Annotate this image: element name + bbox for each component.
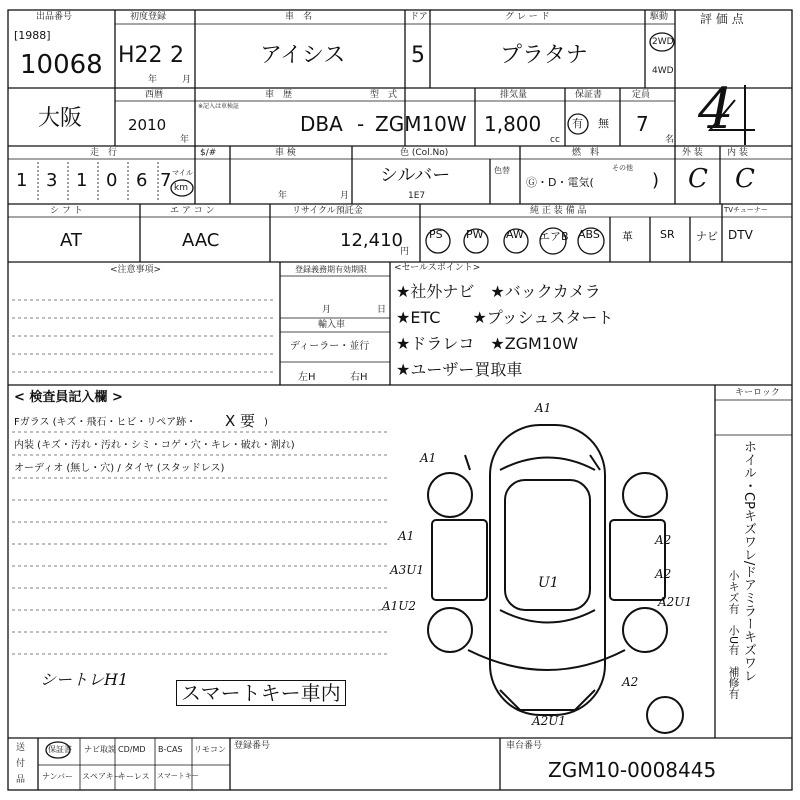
fuel-close: ) <box>652 170 660 191</box>
grade: プラタナ <box>500 43 588 68</box>
inspection-year: 年 <box>278 191 288 201</box>
label-interior: 内 装 <box>727 148 748 158</box>
chassis-number: ZGM10-0008445 <box>548 758 717 782</box>
damage-mark-1: A1 <box>535 401 552 415</box>
label-first-registration: 初度登録 <box>130 12 167 22</box>
rating-value: 4 <box>698 77 734 142</box>
label-meter-change: $/# <box>200 148 217 158</box>
shift: AT <box>60 230 82 251</box>
equip-dtv: DTV <box>728 228 753 242</box>
exterior-grade: C <box>688 164 708 194</box>
label-model: 型 式 <box>370 90 398 100</box>
region: 大阪 <box>38 106 83 131</box>
label-displacement: 排気量 <box>500 90 528 100</box>
side-label-mid: 付 <box>16 759 26 769</box>
equip-aw: AW <box>506 228 524 241</box>
item-bcas: B-CAS <box>158 745 183 754</box>
label-reg-number: 登録番号 <box>234 741 271 751</box>
damage-mark-2: A1 <box>420 451 437 465</box>
model-prefix: DBA <box>300 112 343 136</box>
inspection-month: 月 <box>340 191 350 201</box>
drive-4wd: 4WD <box>652 66 674 76</box>
item-navi-manual: ナビ取説 <box>84 745 116 754</box>
label-inspector-notes: < 検査員記入欄 > <box>14 390 123 405</box>
item-keyless: キーレス <box>118 772 150 781</box>
label-inspection: 車 検 <box>275 148 296 158</box>
warranty-yes: 有 <box>572 117 583 130</box>
drive-2wd: 2WD <box>652 37 674 47</box>
sales-point-2: ★ETC ★プッシュスタート <box>396 308 614 327</box>
label-sales-points: <セールスポイント> <box>394 263 481 273</box>
color-code: 1E7 <box>408 191 426 201</box>
label-notes: <注意事項> <box>110 265 162 275</box>
left-hand: 左H <box>298 372 316 383</box>
mileage-digit-2: 3 <box>46 170 58 191</box>
label-mileage: 走 行 <box>90 148 118 158</box>
label-grade: グ レ ー ド <box>505 12 550 22</box>
month-suffix: 月 <box>182 75 192 85</box>
damage-mark-6: A2 <box>655 567 672 581</box>
equip-airbag: エアB <box>539 230 569 243</box>
vertical-note-2: 小キズ有 小U有 補修有 <box>727 570 740 700</box>
label-capacity: 定員 <box>632 90 651 100</box>
damage-mark-5: A3U1 <box>390 563 425 577</box>
label-rating: 評 価 点 <box>700 12 744 26</box>
right-hand: 右H <box>350 372 368 383</box>
label-key-lock: キーロック <box>735 388 780 398</box>
reg-expiry-month: 月 <box>322 305 332 315</box>
item-cd-md: CD/MD <box>118 745 146 754</box>
mileage-digit-5: 6 <box>136 170 148 191</box>
sales-point-3: ★ドラレコ ★ZGM10W <box>396 334 579 353</box>
mileage-digit-4: 0 <box>106 170 118 191</box>
first-reg-month: 2 <box>170 43 184 68</box>
label-shift: シ フ ト <box>50 206 83 216</box>
smart-key-note: スマートキー車内 <box>176 680 346 706</box>
color-name: シルバー <box>380 165 451 186</box>
damage-mark-3: A1 <box>398 529 415 543</box>
side-label-top: 送 <box>16 743 26 753</box>
label-color: 色 (Col.No) <box>400 148 449 158</box>
damage-mark-7: A1U2 <box>382 599 417 613</box>
yen-unit: 円 <box>400 247 410 257</box>
equip-ps: PS <box>429 228 443 241</box>
persons-unit: 名 <box>665 135 675 145</box>
label-vehicle-history: 車 歴 <box>265 90 293 100</box>
equip-pw: PW <box>466 228 484 241</box>
capacity: 7 <box>636 112 649 136</box>
fuel-other: その他 <box>612 164 633 172</box>
year-suffix: 年 <box>148 75 158 85</box>
label-recycle: リサイクル預託金 <box>292 206 363 216</box>
damage-mark-4: A2 <box>655 533 672 547</box>
mileage-digit-6: 7 <box>160 170 172 191</box>
recycle-fee: 12,410 <box>340 230 403 251</box>
dealer-parallel: ディーラー・並行 <box>290 341 370 352</box>
first-reg-era: H22 <box>118 43 163 68</box>
label-genuine-equipment: 純 正 装 備 品 <box>530 206 587 216</box>
item-smart-key: スマートキー <box>157 772 199 780</box>
year-suffix-2: 年 <box>180 135 190 145</box>
label-exterior: 外 装 <box>682 148 703 158</box>
mileage-digit-3: 1 <box>76 170 88 191</box>
warranty-no: 無 <box>598 117 609 130</box>
equip-navi: ナビ <box>696 230 718 243</box>
label-warranty: 保証書 <box>575 90 603 100</box>
label-doors: ドア <box>410 12 428 22</box>
fuel-options: Ⓖ・D・電気( <box>526 176 594 189</box>
equip-sunroof: SR <box>660 228 675 241</box>
item-number-plate: ナンバー <box>42 772 74 781</box>
label-tv-tuner: TVチューナー <box>724 206 768 214</box>
label-listing-number: 出品番号 <box>36 12 73 22</box>
damage-mark-11: A2U1 <box>532 714 567 728</box>
vertical-note: ホイル・CPキズワレ/ドアミラーキズワレ <box>741 440 756 683</box>
aircon: AAC <box>182 230 220 251</box>
item-spare-key: スペアキー <box>82 772 122 781</box>
equip-abs: ABS <box>578 228 600 241</box>
western-year: 2010 <box>128 116 167 134</box>
label-western-year: 西暦 <box>145 90 164 100</box>
mileage-digit-1: 1 <box>16 170 28 191</box>
item-warranty: 保証書 <box>48 745 72 754</box>
side-label-bottom: 品 <box>16 775 26 785</box>
label-fuel: 燃 料 <box>572 148 600 158</box>
inspector-glass: Fガラス (キズ・飛石・ヒビ・リペア跡・ <box>14 417 197 428</box>
handwritten-seat-note: シートレH1 <box>40 670 129 689</box>
color-side-label: 色替 <box>494 166 510 175</box>
doors: 5 <box>411 43 425 68</box>
inspector-glass-mark: X 要 <box>225 412 256 430</box>
interior-grade: C <box>735 164 755 194</box>
listing-ref: [1988] <box>14 29 51 42</box>
listing-number: 10068 <box>20 50 103 80</box>
model-dash: - <box>357 112 365 136</box>
label-drive: 駆動 <box>650 12 669 22</box>
mileage-mile-unit: マイル <box>172 169 193 177</box>
equip-leather: 革 <box>622 230 633 243</box>
label-import-car: 輸入車 <box>318 320 346 330</box>
cc-unit: cc <box>550 135 560 145</box>
model-code: ZGM10W <box>375 112 467 136</box>
inspector-interior: 内装 (キズ・汚れ・汚れ・シミ・コゲ・穴・キレ・破れ・割れ) <box>14 440 295 451</box>
label-aircon: エ ア コ ン <box>170 206 215 216</box>
history-note: ※記入は車検証 <box>198 103 240 110</box>
sales-point-1: ★社外ナビ ★バックカメラ <box>396 282 601 301</box>
label-chassis-number: 車台番号 <box>506 741 543 751</box>
damage-mark-8: A2U1 <box>658 595 693 609</box>
label-car-name: 車 名 <box>285 12 313 22</box>
reg-expiry-day: 日 <box>377 305 387 315</box>
item-remote: リモコン <box>194 745 226 754</box>
displacement: 1,800 <box>484 112 542 136</box>
damage-mark-10: A2 <box>622 675 639 689</box>
car-name: アイシス <box>260 43 346 68</box>
sales-point-4: ★ユーザー買取車 <box>396 360 523 379</box>
label-reg-expiry: 登録義務期有効期限 <box>295 265 367 274</box>
inspector-audio-tire: オーディオ (無し・穴) / タイヤ (スタッドレス) <box>14 463 225 474</box>
inspector-glass-end: ) <box>264 417 268 428</box>
damage-mark-9: U1 <box>538 575 559 591</box>
mileage-km-unit: km <box>174 183 188 193</box>
